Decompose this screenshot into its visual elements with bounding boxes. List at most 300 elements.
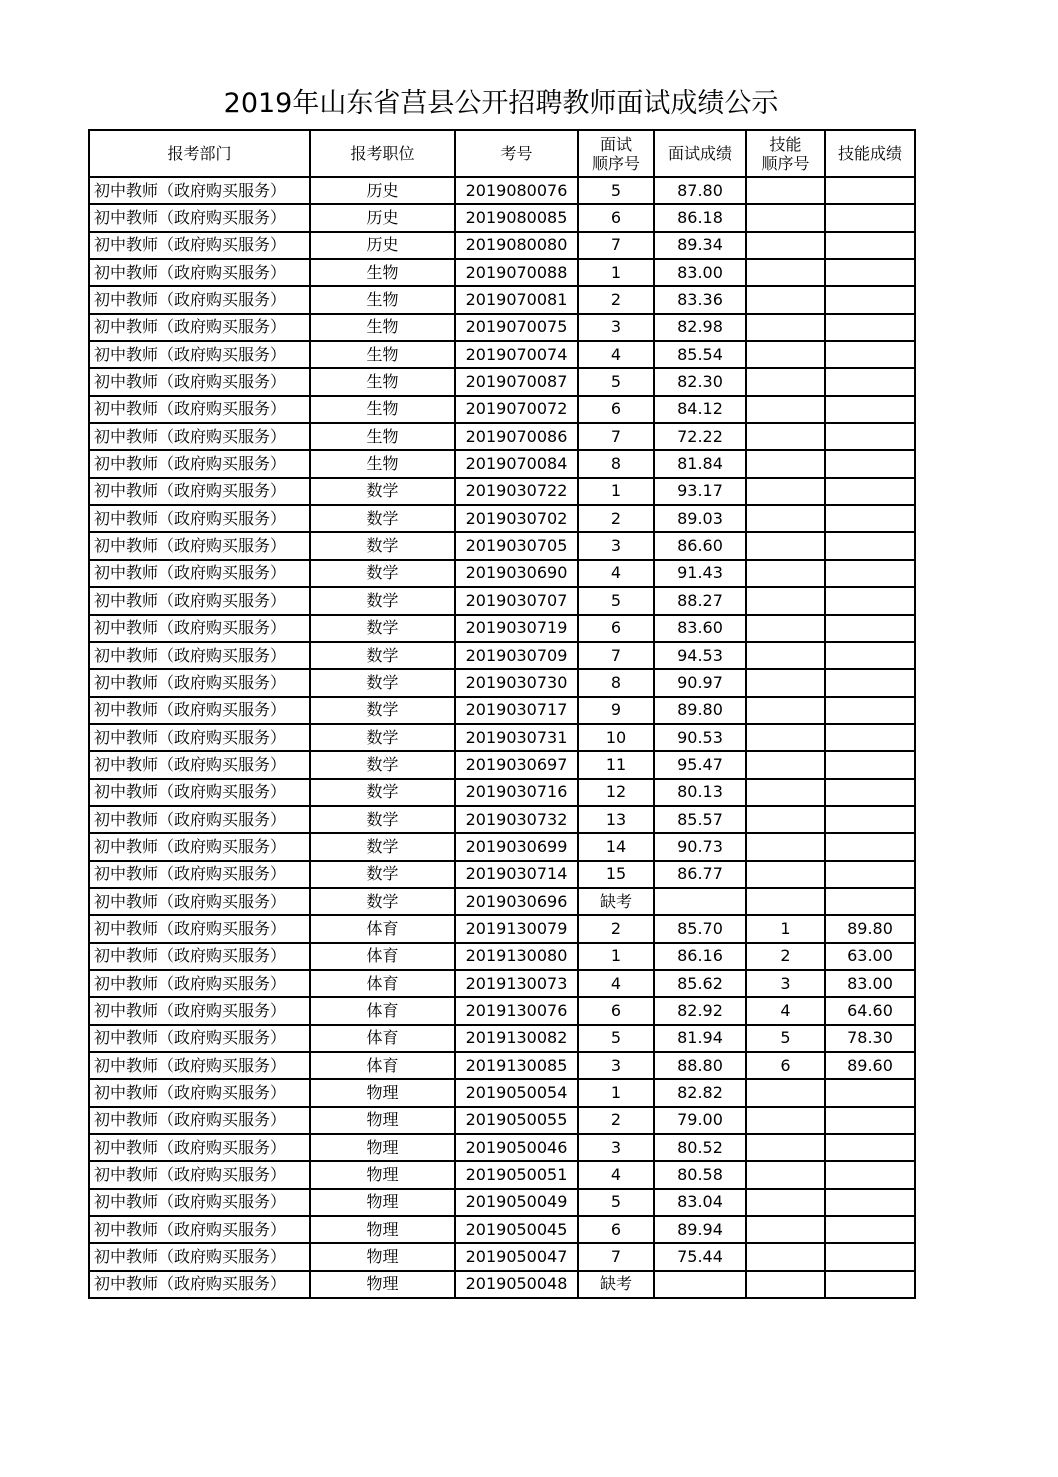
cell-position: 数学	[310, 724, 455, 751]
cell-exam-no: 2019070088	[455, 259, 578, 286]
cell-exam-no: 2019030719	[455, 615, 578, 642]
cell-interview-score: 82.98	[654, 314, 746, 341]
cell-interview-order: 2	[578, 286, 654, 313]
cell-dept: 初中教师（政府购买服务）	[89, 450, 310, 477]
cell-interview-order: 5	[578, 177, 654, 204]
cell-interview-order: 7	[578, 642, 654, 669]
cell-interview-order: 5	[578, 1189, 654, 1216]
cell-interview-score: 80.58	[654, 1161, 746, 1188]
cell-interview-order: 9	[578, 697, 654, 724]
cell-skill-order	[746, 286, 825, 313]
cell-exam-no: 2019030732	[455, 806, 578, 833]
header-interview-score: 面试成绩	[654, 130, 746, 177]
cell-exam-no: 2019050046	[455, 1134, 578, 1161]
cell-interview-order: 3	[578, 1134, 654, 1161]
cell-position: 物理	[310, 1079, 455, 1106]
cell-dept: 初中教师（政府购买服务）	[89, 943, 310, 970]
cell-interview-score: 91.43	[654, 560, 746, 587]
cell-dept: 初中教师（政府购买服务）	[89, 314, 310, 341]
cell-skill-order	[746, 1134, 825, 1161]
header-interview-order	[578, 130, 654, 177]
cell-interview-order: 4	[578, 1161, 654, 1188]
cell-skill-score	[825, 751, 915, 778]
cell-skill-score	[825, 861, 915, 888]
table-row	[89, 1134, 915, 1161]
cell-exam-no: 2019130085	[455, 1052, 578, 1079]
header-skill-order-line1: 技能	[769, 134, 802, 154]
cell-exam-no: 2019050051	[455, 1161, 578, 1188]
cell-interview-score: 83.36	[654, 286, 746, 313]
cell-dept: 初中教师（政府购买服务）	[89, 751, 310, 778]
table-row	[89, 532, 915, 559]
header-interview-order-line1: 面试	[599, 134, 632, 154]
cell-interview-order: 缺考	[578, 1271, 654, 1298]
cell-skill-order	[746, 1271, 825, 1298]
table-row	[89, 423, 915, 450]
cell-exam-no: 2019080085	[455, 204, 578, 231]
cell-position: 数学	[310, 669, 455, 696]
cell-skill-order	[746, 423, 825, 450]
table-row	[89, 1107, 915, 1134]
cell-skill-score: 63.00	[825, 943, 915, 970]
cell-interview-order: 7	[578, 423, 654, 450]
cell-position: 物理	[310, 1216, 455, 1243]
cell-interview-order: 6	[578, 1216, 654, 1243]
cell-skill-order	[746, 779, 825, 806]
table-row	[89, 560, 915, 587]
cell-dept: 初中教师（政府购买服务）	[89, 232, 310, 259]
cell-skill-order	[746, 314, 825, 341]
table-row	[89, 1052, 915, 1079]
table-header	[89, 130, 915, 177]
cell-exam-no: 2019030716	[455, 779, 578, 806]
table-body	[89, 177, 915, 1298]
cell-exam-no: 2019030707	[455, 587, 578, 614]
cell-position: 物理	[310, 1107, 455, 1134]
table-row	[89, 806, 915, 833]
cell-dept: 初中教师（政府购买服务）	[89, 478, 310, 505]
cell-dept: 初中教师（政府购买服务）	[89, 915, 310, 942]
cell-interview-score: 86.18	[654, 204, 746, 231]
cell-dept: 初中教师（政府购买服务）	[89, 1079, 310, 1106]
cell-interview-score: 87.80	[654, 177, 746, 204]
cell-interview-order: 13	[578, 806, 654, 833]
cell-skill-order	[746, 697, 825, 724]
cell-interview-order: 15	[578, 861, 654, 888]
cell-exam-no: 2019070072	[455, 396, 578, 423]
cell-interview-score: 90.73	[654, 833, 746, 860]
cell-dept: 初中教师（政府购买服务）	[89, 532, 310, 559]
cell-exam-no: 2019030717	[455, 697, 578, 724]
cell-dept: 初中教师（政府购买服务）	[89, 423, 310, 450]
cell-dept: 初中教师（政府购买服务）	[89, 1161, 310, 1188]
header-dept: 报考部门	[89, 130, 310, 177]
cell-skill-order	[746, 560, 825, 587]
cell-exam-no: 2019030690	[455, 560, 578, 587]
cell-skill-score	[825, 478, 915, 505]
cell-interview-order: 4	[578, 341, 654, 368]
cell-skill-score	[825, 615, 915, 642]
cell-skill-score	[825, 806, 915, 833]
cell-skill-score	[825, 532, 915, 559]
cell-skill-score	[825, 505, 915, 532]
cell-dept: 初中教师（政府购买服务）	[89, 888, 310, 915]
header-position: 报考职位	[310, 130, 455, 177]
cell-skill-order	[746, 232, 825, 259]
cell-position: 生物	[310, 423, 455, 450]
cell-skill-order	[746, 751, 825, 778]
cell-skill-order	[746, 1243, 825, 1270]
cell-interview-order: 2	[578, 915, 654, 942]
cell-interview-score	[654, 1271, 746, 1298]
cell-interview-score: 90.97	[654, 669, 746, 696]
cell-skill-score	[825, 1189, 915, 1216]
cell-dept: 初中教师（政府购买服务）	[89, 697, 310, 724]
cell-interview-order: 3	[578, 314, 654, 341]
cell-dept: 初中教师（政府购买服务）	[89, 861, 310, 888]
cell-position: 生物	[310, 286, 455, 313]
cell-skill-score	[825, 286, 915, 313]
cell-position: 体育	[310, 915, 455, 942]
cell-interview-score: 82.30	[654, 368, 746, 395]
cell-interview-score	[654, 888, 746, 915]
cell-interview-score: 84.12	[654, 396, 746, 423]
cell-dept: 初中教师（政府购买服务）	[89, 669, 310, 696]
cell-exam-no: 2019050054	[455, 1079, 578, 1106]
cell-skill-order	[746, 450, 825, 477]
cell-interview-order: 3	[578, 1052, 654, 1079]
cell-skill-order: 5	[746, 1025, 825, 1052]
cell-skill-score	[825, 1079, 915, 1106]
cell-position: 数学	[310, 505, 455, 532]
cell-skill-score	[825, 259, 915, 286]
cell-interview-score: 72.22	[654, 423, 746, 450]
cell-skill-score	[825, 1271, 915, 1298]
cell-interview-score: 95.47	[654, 751, 746, 778]
cell-dept: 初中教师（政府购买服务）	[89, 1271, 310, 1298]
cell-skill-score: 78.30	[825, 1025, 915, 1052]
cell-exam-no: 2019050055	[455, 1107, 578, 1134]
cell-dept: 初中教师（政府购买服务）	[89, 1216, 310, 1243]
table-row	[89, 833, 915, 860]
cell-skill-score	[825, 232, 915, 259]
cell-position: 物理	[310, 1271, 455, 1298]
cell-interview-order: 4	[578, 560, 654, 587]
table-row	[89, 751, 915, 778]
cell-dept: 初中教师（政府购买服务）	[89, 806, 310, 833]
cell-position: 历史	[310, 204, 455, 231]
cell-interview-order: 11	[578, 751, 654, 778]
cell-position: 生物	[310, 450, 455, 477]
cell-position: 物理	[310, 1189, 455, 1216]
cell-interview-order: 7	[578, 232, 654, 259]
cell-dept: 初中教师（政府购买服务）	[89, 396, 310, 423]
cell-position: 生物	[310, 341, 455, 368]
cell-dept: 初中教师（政府购买服务）	[89, 642, 310, 669]
cell-exam-no: 2019030705	[455, 532, 578, 559]
table-row	[89, 1189, 915, 1216]
cell-skill-score	[825, 314, 915, 341]
cell-interview-score: 86.77	[654, 861, 746, 888]
cell-position: 数学	[310, 833, 455, 860]
cell-interview-score: 82.82	[654, 1079, 746, 1106]
cell-interview-score: 81.84	[654, 450, 746, 477]
cell-skill-order	[746, 1107, 825, 1134]
cell-interview-score: 94.53	[654, 642, 746, 669]
table-row	[89, 450, 915, 477]
table-row	[89, 232, 915, 259]
cell-skill-order	[746, 888, 825, 915]
cell-interview-score: 85.54	[654, 341, 746, 368]
page-title: 2019年山东省莒县公开招聘教师面试成绩公示	[223, 88, 779, 119]
cell-position: 数学	[310, 587, 455, 614]
cell-interview-order: 6	[578, 615, 654, 642]
cell-skill-score	[825, 1243, 915, 1270]
header-skill-score: 技能成绩	[825, 130, 915, 177]
cell-skill-order	[746, 478, 825, 505]
table-row	[89, 204, 915, 231]
cell-skill-order	[746, 669, 825, 696]
table-row	[89, 1079, 915, 1106]
table-row	[89, 779, 915, 806]
cell-exam-no: 2019080076	[455, 177, 578, 204]
cell-interview-score: 83.60	[654, 615, 746, 642]
cell-skill-score	[825, 1107, 915, 1134]
cell-dept: 初中教师（政府购买服务）	[89, 341, 310, 368]
cell-dept: 初中教师（政府购买服务）	[89, 1052, 310, 1079]
cell-interview-order: 1	[578, 943, 654, 970]
cell-skill-score	[825, 587, 915, 614]
cell-interview-score: 83.00	[654, 259, 746, 286]
table-row	[89, 396, 915, 423]
cell-interview-order: 6	[578, 997, 654, 1024]
cell-position: 体育	[310, 943, 455, 970]
cell-skill-score	[825, 642, 915, 669]
cell-dept: 初中教师（政府购买服务）	[89, 286, 310, 313]
cell-position: 数学	[310, 861, 455, 888]
table-row	[89, 1216, 915, 1243]
cell-dept: 初中教师（政府购买服务）	[89, 368, 310, 395]
table-row	[89, 259, 915, 286]
cell-skill-score	[825, 833, 915, 860]
cell-position: 数学	[310, 779, 455, 806]
cell-exam-no: 2019130082	[455, 1025, 578, 1052]
cell-exam-no: 2019050048	[455, 1271, 578, 1298]
cell-interview-order: 缺考	[578, 888, 654, 915]
cell-position: 历史	[310, 232, 455, 259]
cell-interview-score: 80.52	[654, 1134, 746, 1161]
cell-interview-score: 81.94	[654, 1025, 746, 1052]
cell-position: 数学	[310, 642, 455, 669]
table-row	[89, 669, 915, 696]
cell-interview-score: 83.04	[654, 1189, 746, 1216]
cell-position: 生物	[310, 396, 455, 423]
cell-exam-no: 2019030696	[455, 888, 578, 915]
cell-interview-order: 5	[578, 1025, 654, 1052]
cell-interview-score: 85.62	[654, 970, 746, 997]
cell-exam-no: 2019030699	[455, 833, 578, 860]
cell-skill-order	[746, 1079, 825, 1106]
cell-skill-score	[825, 204, 915, 231]
cell-interview-order: 12	[578, 779, 654, 806]
table-row	[89, 888, 915, 915]
cell-skill-order	[746, 1216, 825, 1243]
cell-interview-order: 8	[578, 450, 654, 477]
cell-exam-no: 2019070074	[455, 341, 578, 368]
cell-skill-order	[746, 615, 825, 642]
table-row	[89, 970, 915, 997]
table-row	[89, 478, 915, 505]
cell-position: 体育	[310, 1025, 455, 1052]
cell-interview-order: 2	[578, 505, 654, 532]
cell-interview-score: 82.92	[654, 997, 746, 1024]
cell-dept: 初中教师（政府购买服务）	[89, 779, 310, 806]
cell-skill-score	[825, 669, 915, 696]
cell-interview-score: 85.70	[654, 915, 746, 942]
cell-position: 体育	[310, 1052, 455, 1079]
cell-interview-order: 14	[578, 833, 654, 860]
cell-skill-order	[746, 587, 825, 614]
table-row	[89, 1025, 915, 1052]
cell-position: 物理	[310, 1161, 455, 1188]
cell-skill-score	[825, 396, 915, 423]
cell-skill-order	[746, 724, 825, 751]
cell-skill-order	[746, 396, 825, 423]
cell-exam-no: 2019030714	[455, 861, 578, 888]
cell-skill-order	[746, 532, 825, 559]
table-row	[89, 177, 915, 204]
cell-interview-score: 89.03	[654, 505, 746, 532]
cell-dept: 初中教师（政府购买服务）	[89, 833, 310, 860]
table-row	[89, 587, 915, 614]
cell-skill-score	[825, 888, 915, 915]
table-row	[89, 915, 915, 942]
cell-exam-no: 2019030702	[455, 505, 578, 532]
cell-interview-order: 1	[578, 478, 654, 505]
cell-dept: 初中教师（政府购买服务）	[89, 1189, 310, 1216]
cell-interview-order: 6	[578, 396, 654, 423]
cell-skill-score: 89.60	[825, 1052, 915, 1079]
table-row	[89, 615, 915, 642]
cell-interview-score: 79.00	[654, 1107, 746, 1134]
cell-skill-order	[746, 368, 825, 395]
cell-interview-score: 80.13	[654, 779, 746, 806]
cell-skill-score	[825, 368, 915, 395]
cell-skill-score: 83.00	[825, 970, 915, 997]
cell-skill-order: 4	[746, 997, 825, 1024]
cell-skill-score	[825, 177, 915, 204]
cell-interview-order: 5	[578, 587, 654, 614]
table-row	[89, 1271, 915, 1298]
cell-skill-order: 3	[746, 970, 825, 997]
cell-position: 生物	[310, 259, 455, 286]
cell-position: 生物	[310, 368, 455, 395]
cell-position: 数学	[310, 615, 455, 642]
cell-exam-no: 2019030709	[455, 642, 578, 669]
cell-exam-no: 2019070086	[455, 423, 578, 450]
header-skill-order-line2: 顺序号	[761, 153, 810, 173]
cell-skill-order	[746, 833, 825, 860]
cell-skill-score	[825, 1134, 915, 1161]
header-row	[89, 130, 915, 177]
cell-position: 数学	[310, 532, 455, 559]
cell-position: 物理	[310, 1243, 455, 1270]
cell-interview-score: 93.17	[654, 478, 746, 505]
cell-interview-score: 86.16	[654, 943, 746, 970]
cell-position: 数学	[310, 806, 455, 833]
cell-dept: 初中教师（政府购买服务）	[89, 970, 310, 997]
cell-dept: 初中教师（政府购买服务）	[89, 560, 310, 587]
table-row	[89, 341, 915, 368]
cell-skill-order	[746, 1161, 825, 1188]
cell-exam-no: 2019070087	[455, 368, 578, 395]
cell-dept: 初中教师（政府购买服务）	[89, 204, 310, 231]
cell-interview-score: 90.53	[654, 724, 746, 751]
cell-interview-score: 85.57	[654, 806, 746, 833]
cell-interview-score: 89.34	[654, 232, 746, 259]
cell-interview-order: 1	[578, 259, 654, 286]
cell-exam-no: 2019070084	[455, 450, 578, 477]
table-row	[89, 1243, 915, 1270]
table-row	[89, 861, 915, 888]
cell-dept: 初中教师（政府购买服务）	[89, 615, 310, 642]
cell-position: 体育	[310, 970, 455, 997]
cell-exam-no: 2019050045	[455, 1216, 578, 1243]
cell-interview-order: 6	[578, 204, 654, 231]
cell-dept: 初中教师（政府购买服务）	[89, 724, 310, 751]
cell-position: 数学	[310, 697, 455, 724]
cell-interview-score: 86.60	[654, 532, 746, 559]
cell-skill-score	[825, 1161, 915, 1188]
cell-interview-order: 2	[578, 1107, 654, 1134]
table-row	[89, 724, 915, 751]
cell-dept: 初中教师（政府购买服务）	[89, 177, 310, 204]
cell-interview-score: 89.94	[654, 1216, 746, 1243]
cell-interview-score: 89.80	[654, 697, 746, 724]
cell-position: 物理	[310, 1134, 455, 1161]
cell-skill-order	[746, 505, 825, 532]
cell-skill-order	[746, 642, 825, 669]
table-row	[89, 642, 915, 669]
cell-skill-score	[825, 1216, 915, 1243]
cell-exam-no: 2019030731	[455, 724, 578, 751]
cell-dept: 初中教师（政府购买服务）	[89, 587, 310, 614]
cell-skill-order	[746, 204, 825, 231]
cell-skill-order	[746, 861, 825, 888]
table-row	[89, 286, 915, 313]
cell-dept: 初中教师（政府购买服务）	[89, 1134, 310, 1161]
cell-skill-order	[746, 341, 825, 368]
cell-skill-score: 89.80	[825, 915, 915, 942]
table-row	[89, 505, 915, 532]
header-exam-no: 考号	[455, 130, 578, 177]
cell-interview-order: 7	[578, 1243, 654, 1270]
table-row	[89, 368, 915, 395]
cell-interview-order: 10	[578, 724, 654, 751]
cell-dept: 初中教师（政府购买服务）	[89, 997, 310, 1024]
cell-interview-score: 88.80	[654, 1052, 746, 1079]
cell-skill-score	[825, 724, 915, 751]
cell-position: 数学	[310, 751, 455, 778]
cell-position: 历史	[310, 177, 455, 204]
cell-position: 数学	[310, 560, 455, 587]
cell-dept: 初中教师（政府购买服务）	[89, 1243, 310, 1270]
cell-skill-score	[825, 779, 915, 806]
cell-skill-order	[746, 259, 825, 286]
cell-exam-no: 2019130080	[455, 943, 578, 970]
header-skill-order	[746, 130, 825, 177]
cell-interview-order: 8	[578, 669, 654, 696]
